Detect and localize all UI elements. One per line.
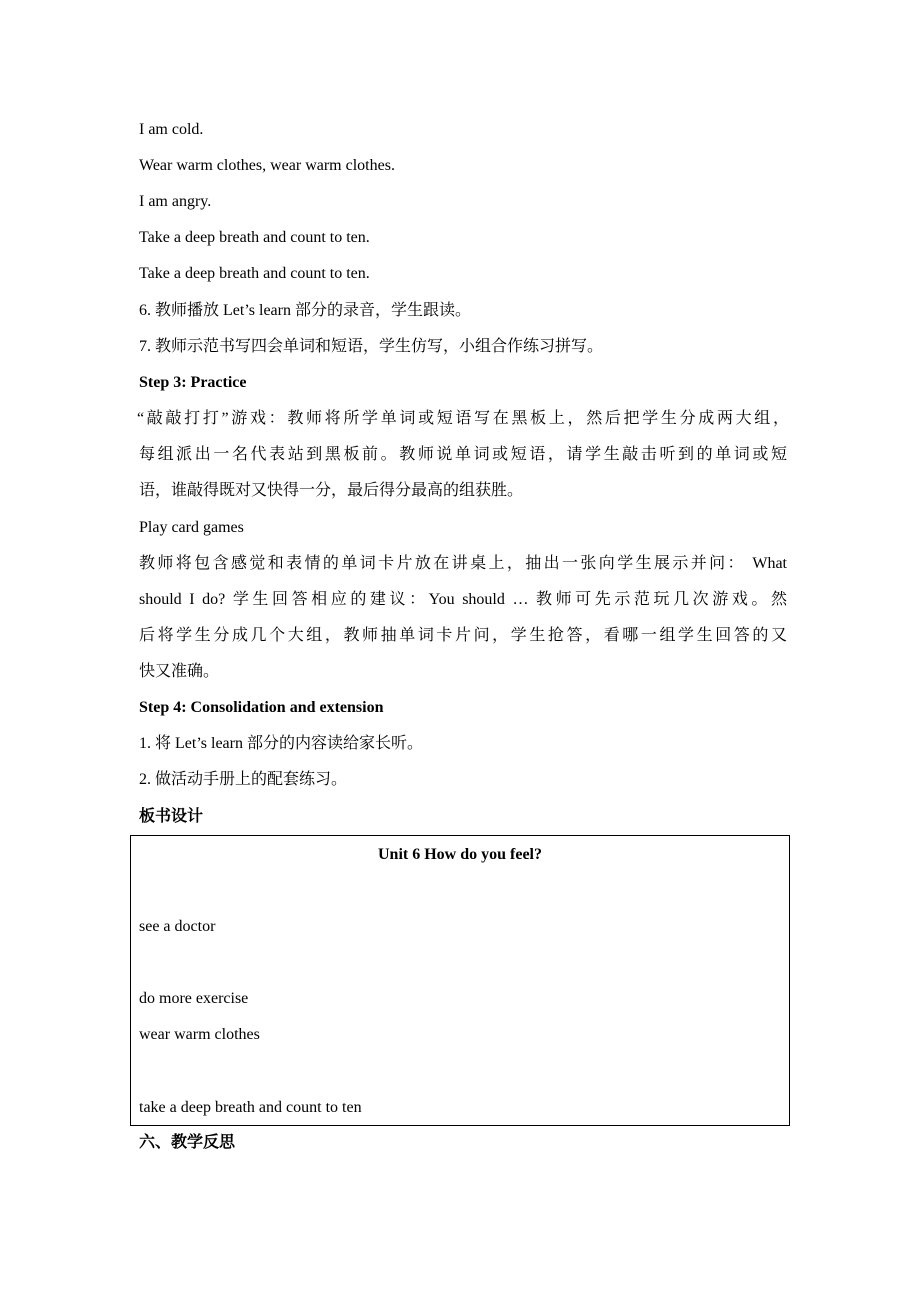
- step4-item: 1. 将 Let’s learn 部分的内容读给家长听。: [139, 735, 423, 752]
- reflection-heading: 六、教学反思: [139, 1134, 236, 1151]
- paragraph-line: 后将学生分成几个大组，教师抽单词卡片问，学生抢答，看哪一组学生回答的又: [139, 627, 787, 644]
- text-line: 6. 教师播放 Let’s learn 部分的录音，学生跟读。: [139, 302, 471, 319]
- board-item: do more exercise: [139, 990, 249, 1007]
- paragraph-line: 每组派出一名代表站到黑板前。教师说单词或短语，请学生敲击听到的单词或短: [139, 446, 787, 463]
- board-item: take a deep breath and count to ten: [139, 1099, 362, 1116]
- step3-heading: Step 3: Practice: [139, 374, 247, 391]
- step4-heading: Step 4: Consolidation and extension: [139, 699, 384, 716]
- text-line: Take a deep breath and count to ten.: [139, 229, 370, 246]
- board-title: Unit 6 How do you feel?: [378, 846, 542, 863]
- text-line: I am cold.: [139, 121, 204, 138]
- text-line: 7. 教师示范书写四会单词和短语，学生仿写，小组合作练习拼写。: [139, 338, 604, 355]
- board-design-heading: 板书设计: [139, 808, 204, 825]
- game2-title: Play card games: [139, 519, 244, 536]
- board-design-box: [130, 835, 790, 1126]
- text-line: Wear warm clothes, wear warm clothes.: [139, 157, 395, 174]
- board-item: wear warm clothes: [139, 1026, 260, 1043]
- paragraph-line: 教师将包含感觉和表情的单词卡片放在讲桌上，抽出一张向学生展示并问： What: [139, 555, 787, 572]
- text-line: Take a deep breath and count to ten.: [139, 265, 370, 282]
- paragraph-line: should I do? 学生回答相应的建议：You should … 教师可先示范玩几次游戏。然: [139, 591, 787, 608]
- board-item: see a doctor: [139, 918, 216, 935]
- paragraph-line: “敲敲打打”游戏：教师将所学单词或短语写在黑板上，然后把学生分成两大组，: [137, 410, 789, 427]
- paragraph-line: 快又准确。: [139, 663, 220, 680]
- text-line: I am angry.: [139, 193, 212, 210]
- step4-item: 2. 做活动手册上的配套练习。: [139, 771, 348, 788]
- paragraph-line: 语，谁敲得既对又快得一分，最后得分最高的组获胜。: [139, 482, 524, 499]
